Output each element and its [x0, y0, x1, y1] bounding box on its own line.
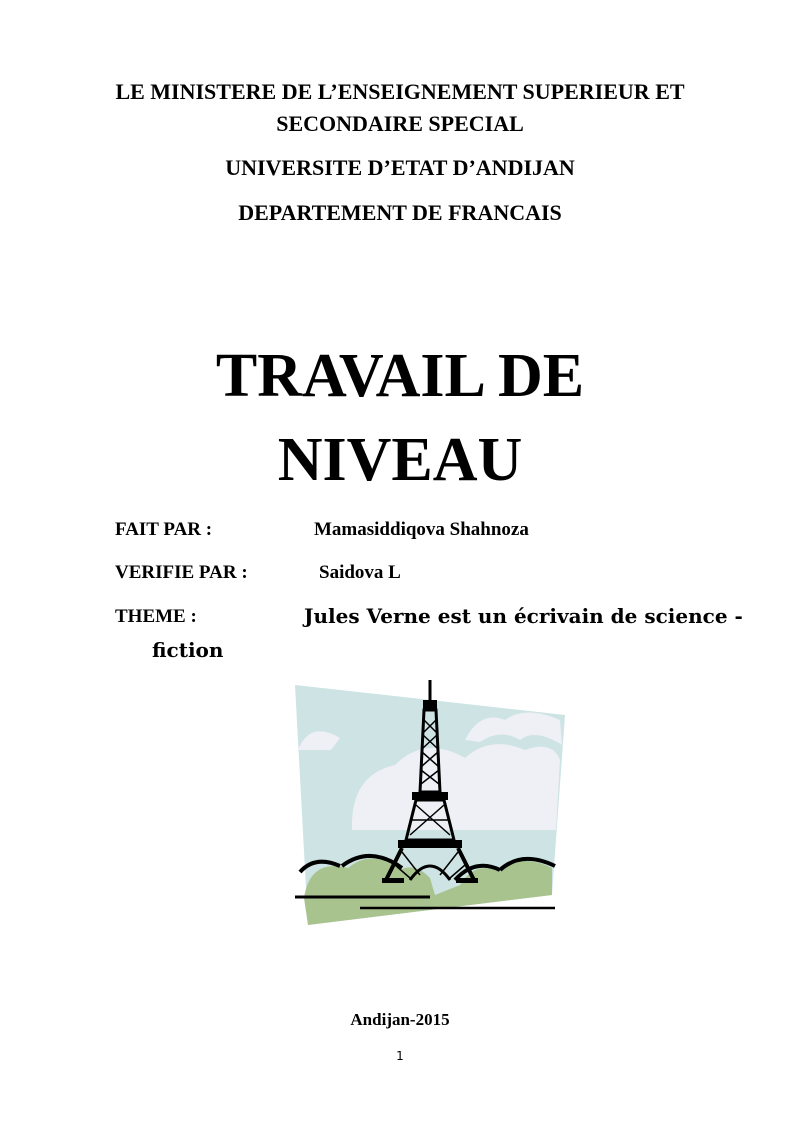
document-title-line-1: TRAVAIL DE [215, 342, 585, 410]
place-and-year: Andijan-2015 [350, 1010, 450, 1029]
university-name: UNIVERSITE D’ETAT D’ANDIJAN [225, 155, 575, 180]
verifie-par-label: VERIFIE PAR : [115, 562, 248, 583]
department-name: DEPARTEMENT DE FRANCAIS [238, 200, 562, 225]
ministry-line-2: SECONDAIRE SPECIAL [276, 111, 524, 136]
verifie-par-value: Saidova L [319, 562, 401, 583]
eiffel-tower-illustration [290, 680, 570, 930]
ministry-line-1: LE MINISTERE DE L’ENSEIGNEMENT SUPERIEUR ET [115, 79, 685, 104]
eiffel-tower-icon [290, 680, 570, 930]
fait-par-value: Mamasiddiqova Shahnoza [314, 519, 529, 540]
document-title-line-2: NIVEAU [277, 426, 523, 494]
theme-label: THEME : [115, 606, 197, 627]
fait-par-label: FAIT PAR : [115, 519, 213, 540]
theme-value-line-2: fiction [152, 638, 224, 662]
theme-value-line-1: Jules Verne est un écrivain de science - [304, 604, 743, 628]
page-number: 1 [396, 1049, 404, 1063]
